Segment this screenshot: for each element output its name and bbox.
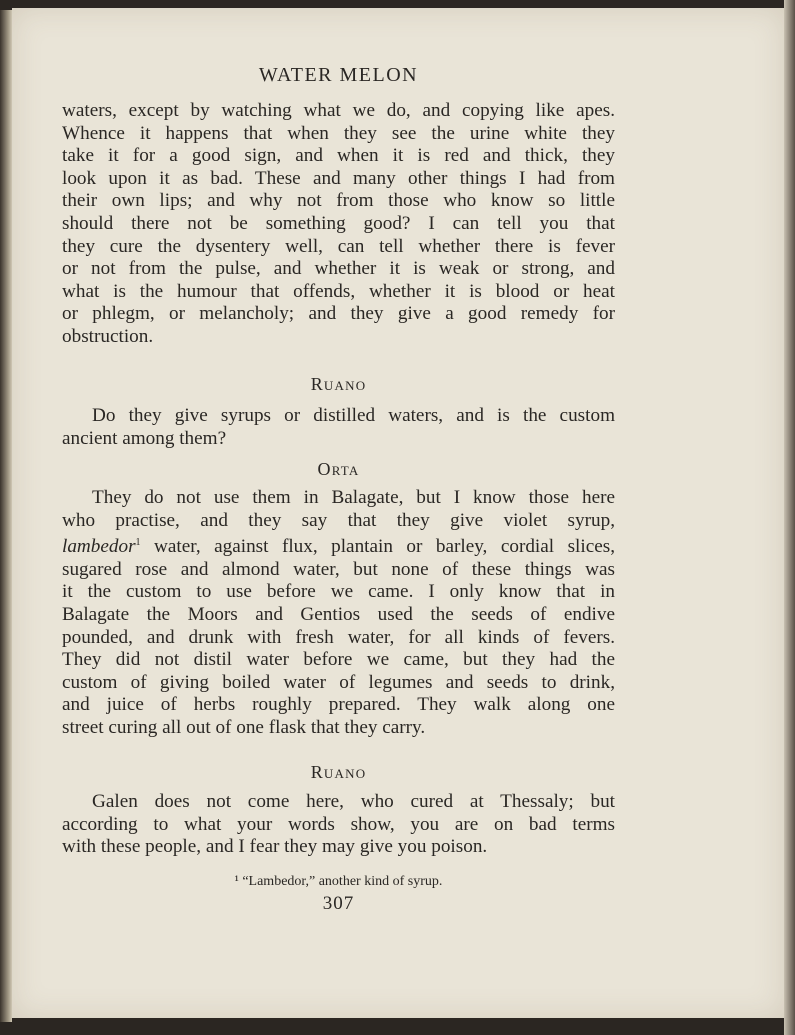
text-line: obstruction.	[62, 325, 154, 347]
text-line: sugared rose and almond water, but none of these things was	[62, 558, 615, 580]
text-line: or phlegm, or melancholy; and they give a good remedy for	[62, 303, 615, 325]
page-number: 307	[322, 893, 355, 914]
italic-term: lambedor	[62, 536, 136, 558]
text-line: Whence it happens that when they see the urine white they	[62, 122, 615, 144]
text-line: they cure the dysentery well, can tell whether there is fever	[62, 235, 615, 257]
text-line: They did not distil water before we came, but they had the	[62, 649, 615, 671]
text-line: They do not use them in Balagate, but I know those here	[92, 487, 615, 508]
text-line: or not from the pulse, and whether it is weak or strong, and	[62, 258, 615, 280]
text-line: pounded, and drunk with fresh water, for all kinds of fevers.	[62, 626, 615, 648]
speaker-heading: Ruano	[310, 762, 367, 782]
footnote: ¹ “Lambedor,” another kind of syrup.	[234, 874, 443, 889]
book-outer-edge	[784, 0, 795, 1035]
text-line: ancient among them?	[62, 427, 227, 449]
text-line: lambedor$^1$ water, against flux, plantain or barley, cordial slices,	[62, 536, 615, 558]
running-head: WATER MELON	[258, 64, 419, 86]
paragraph-3	[62, 487, 615, 740]
text-line: should there not be something good? I can tell you that	[62, 212, 615, 234]
paragraph-1	[62, 100, 615, 349]
text-line: it the custom to use before we came. I only know that in	[62, 581, 615, 603]
text-line: according to what your words show, you are on bad terms	[62, 813, 615, 835]
speaker-heading: Ruano	[310, 374, 367, 394]
speaker-heading: Orta	[317, 459, 360, 479]
text-line: Do they give syrups or distilled waters, and is the custom	[92, 405, 615, 426]
footnote-marker: 1	[135, 537, 141, 549]
paragraph-4	[62, 791, 615, 859]
text-line: their own lips; and why not from those who know so little	[62, 190, 615, 212]
text-line: take it for a good sign, and when it is red and thick, they	[62, 145, 615, 167]
text-line: street curing all out of one flask that they carry.	[62, 716, 426, 738]
text-line: what is the humour that offends, whether it is blood or heat	[62, 280, 615, 302]
text-line: Galen does not come here, who cured at Thessaly; but	[92, 791, 615, 812]
text-line: custom of giving boiled water of legumes and seeds to drink,	[62, 671, 615, 693]
text-line: Balagate the Moors and Gentios used the seeds of endive	[62, 603, 615, 625]
text-line: who practise, and they say that they give violet syrup,	[62, 509, 615, 531]
text-line: with these people, and I fear they may give you poison.	[62, 836, 488, 858]
text-line: look upon it as bad. These and many other things I had from	[62, 167, 615, 189]
text-line: waters, except by watching what we do, and copying like apes.	[62, 100, 615, 121]
book-gutter-edge	[0, 10, 12, 1022]
paragraph-2	[62, 405, 615, 450]
text-line: and juice of herbs roughly prepared. They walk along one	[62, 694, 615, 716]
